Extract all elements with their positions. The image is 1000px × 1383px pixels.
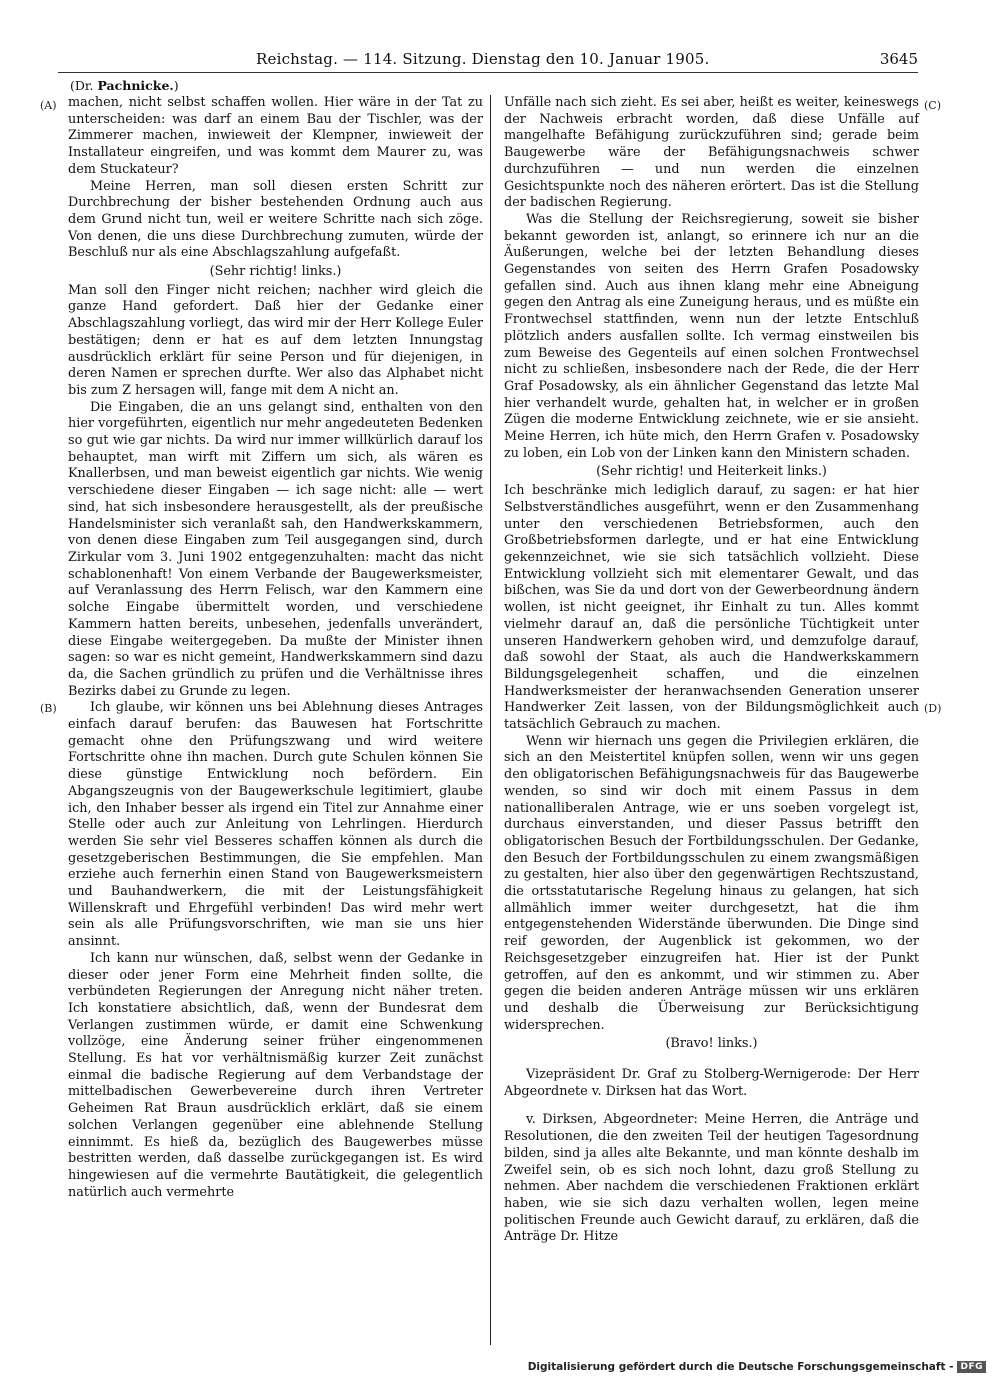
speaker-continuation xyxy=(70,78,179,93)
speaker-name: Pachnicke. xyxy=(97,78,174,93)
footer-text: Digitalisierung gefördert durch die Deutsche Forschungsgemeinschaft - xyxy=(527,1361,954,1373)
margin-mark-a: (A) xyxy=(40,99,57,112)
paragraph: Die Eingaben, die an uns gelangt sind, enthalten von den hier vorgeführten, eigentlich nur mehr angedeuteten Bedenken so gut wie gar nichts. Da wird nur immer willkürlich darauf los behauptet, man wirft mit Ziffern um sich, als wären es Knallerbsen, und man beweist eigentlich gar nichts. Wie wenig verschiedene dieser Eingaben — ich sage nicht: alle — wert sind, hat sich insbesondere herausgestellt, als der preußische Handelsminister sich veranlaßt sah, den Handwerkskammern, von denen diese Eingaben zum Teil ausgegangen sind, durch Zirkular vom 3. Juni 1902 entgegenzuhalten: macht das nicht schablonenhaft! Von einem Verbande der Baugewerksmeister, auf Veranlassung des Herrn Felisch, war den Kammern eine solche Eingabe übermittelt worden, und verschiedene Kammern hatten bereits, unbesehen, jedenfalls unverändert, diese Eingabe weitergegeben. Da mußte der Minister ihnen sagen: so war es nicht gemeint, Handwerkskammern sind dazu da, die Sachen gründlich zu prüfen und die Verhältnisse ihres Bezirks dabei zu Grunde zu legen. xyxy=(68,399,483,699)
interjection: (Bravo! links.) xyxy=(665,1036,758,1052)
dfg-logo: DFG xyxy=(957,1361,986,1373)
paragraph: v. Dirksen, Abgeordneter: Meine Herren, die Anträge und Resolutionen, die den zweiten Teil der heutigen Tagesordnung bilden, sind ja alles alte Bekannte, und man könnte deshalb im Zweifel sein, ob es sich noch lohnt, dazu groß Stellung zu nehmen. Aber nachdem die verschiedenen Fraktionen erklärt haben, wie sie sich dazu verhalten wollen, legen meine politischen Freunde auch Gewicht darauf, zu erklären, daß die Anträge Dr. Hitze xyxy=(504,1112,919,1245)
speaker-suffix: ) xyxy=(173,78,179,93)
margin-mark-d: (D) xyxy=(924,702,942,715)
column-divider xyxy=(490,95,491,1345)
paragraph: Was die Stellung der Reichsregierung, soweit sie bisher bekannt geworden ist, anlangt, so erinnere ich nur an die Äußerungen, welche bei der letzten Behandlung dieses Gegenstandes von seiten des Herrn Grafen Posadowsky gefallen sind. Auch aus ihnen klang mehr eine Abneigung gegen den Antrag als eine Zuneigung heraus, und es müßte ein Frontwechsel stattfinden, wenn nun der letzte Entschluß plötzlich anders ausfallen sollte. Ich vermag einstweilen bis zum Beweise des Gegenteils auf einen solchen Frontwechsel nicht zu schließen, insbesondere nach der Rede, die der Herr Graf Posadowsky, als ein ähnlicher Gegenstand das letzte Mal hier verhandelt wurde, gehalten hat, in welcher er in großen Zügen die moderne Entwicklung zeichnete, wie er sie ansieht. Meine Herren, ich hüte mich, den Herrn Grafen v. Posadowsky zu loben, ein Lob von der Linken kann den Ministern schaden. xyxy=(504,211,919,461)
paragraph-gap xyxy=(504,1055,919,1067)
paragraph-gap xyxy=(504,1100,919,1112)
page-number: 3645 xyxy=(879,50,918,68)
interjection: (Sehr richtig! und Heiterkeit links.) xyxy=(596,464,827,480)
speaker-prefix: (Dr. xyxy=(70,78,94,93)
header-rule xyxy=(58,72,918,73)
running-header xyxy=(58,46,918,72)
right-text-column xyxy=(504,95,919,1246)
paragraph: Wenn wir hiernach uns gegen die Privilegien erklären, die sich an den Meistertitel knüpfen sollen, wenn wir uns gegen den obligatorischen Befähigungsnachweis für das Baugewerbe wenden, so sind wir doch mit einem Passus in dem nationalliberalen Antrage, wie er uns soeben vorgelegt ist, durchaus einverstanden, und dieser Passus betrifft den obligatorischen Besuch der Fortbildungsschulen. Der Gedanke, den Besuch der Fortbildungsschulen zu einem zwangsmäßigen zu gestalten, hier also über den gegenwärtigen Rechtszustand, die ortsstatutarische Regelung hinaus zu gelangen, hat sich allmählich immer weiter durchgesetzt, hat die ihm entgegenstehenden Widerstände überwunden. Die Dinge sind reif geworden, der Augenblick ist gekommen, wo der Reichsgesetzgeber einzugreifen hat. Hier ist der Punkt getroffen, auf den es ankommt, und wir stimmen zu. Aber gegen die beiden anderen Anträge müssen wir uns erklären und deshalb die Überweisung zur Berücksichtigung widersprechen. xyxy=(504,733,919,1033)
interjection: (Sehr richtig! links.) xyxy=(209,264,342,280)
paragraph: Vizepräsident Dr. Graf zu Stolberg-Wernigerode: Der Herr Abgeordnete v. Dirksen hat das Wort. xyxy=(504,1067,919,1099)
paragraph: Ich beschränke mich lediglich darauf, zu sagen: er hat hier Selbstverständliches ausgeführt, wenn er den Zusammenhang unter den verschiedenen Betriebsformen, auch den Großbetriebsformen darlegte, und er hat eine Entwicklung gekennzeichnet, wie sie sich tatsächlich vollzieht. Diese Entwicklung vollzieht sich mit elementarer Gewalt, und das bißchen, was Sie da und dort von der Gewerbeordnung ändern wollen, ist nicht geeignet, ihr Einhalt zu tun. Alles kommt vielmehr darauf an, daß die persönliche Tüchtigkeit unter unseren Handwerkern gehoben wird, und demzufolge darauf, daß sowohl der Staat, als auch die Handwerkskammern Bildungsgelegenheit schaffen, und die einzelnen Handwerksmeister der heranwachsenden Generation unserer Handwerker Zeit lassen, von der Bildungsmöglichkeit auch tatsächlich Gebrauch zu machen. xyxy=(504,483,919,733)
left-text-column xyxy=(68,95,483,1201)
paragraph: Meine Herren, man soll diesen ersten Schritt zur Durchbrechung der bisher bestehenden Ordnung auch aus dem Grund nicht tun, weil er weitere Schritte nach sich zöge. Von denen, die uns diese Durchbrechung zumuten, würde der Beschluß nur als eine Abschlagszahlung aufgefaßt. xyxy=(68,178,483,261)
paragraph: Ich glaube, wir können uns bei Ablehnung dieses Antrages einfach darauf berufen: das Bauwesen hat Fortschritte gemacht ohne den Prüfungszwang und wird weitere Fortschritte ohne ihn machen. Durch gute Schulen können Sie diese günstige Entwicklung noch befördern. Ein Abgangszeugnis von der Baugewerkschule legitimiert, glaube ich, den Inhaber besser als irgend ein Titel zur Annahme einer Stelle oder auch zur Anleitung von Lehrlingen. Hierdurch werden Sie sehr viel Besseres schaffen können als durch die gesetzgeberischen Bestimmungen, die Sie empfehlen. Man erziehe auch fernerhin einen Stand von Baugewerksmeistern und Bauhandwerkern, die mit der Leistungsfähigkeit Willenskraft und Ehrgefühl verbinden! Das wird mehr wert sein als alle Prüfungsvorschriften, wie man sie uns hier ansinnt. xyxy=(68,700,483,950)
paragraph: Ich kann nur wünschen, daß, selbst wenn der Gedanke in dieser oder jener Form eine Mehrheit finden sollte, die verbündeten Regierungen der Anregung nicht näher treten. Ich konstatiere absichtlich, daß, wenn der Bundesrat dem Verlangen zustimmen würde, er damit eine Schwenkung vollzöge, eine Änderung seiner früher eingenommenen Stellung. Es hat vor verhältnismäßig kurzer Zeit zunächst einmal die badische Regierung auf dem Verbandstage der mittelbadischen Gewerbevereine durch ihren Vertreter Geheimen Rat Braun ausdrücklich erklärt, daß sie einem solchen Verlangen gegenüber eine ablehnende Stellung einnimmt. Es hieß da, bezüglich des Baugewerbes müsse bestritten werden, daß dasselbe zurückgegangen ist. Es wird hingewiesen auf die vermehrte Bautätigkeit, die gelegentlich natürlich auch vermehrte xyxy=(68,950,483,1200)
paragraph: machen, nicht selbst schaffen wollen. Hier wäre in der Tat zu unterscheiden: was darf an einem Bau der Tischler, was der Zimmerer machen, inwieweit der Klempner, inwieweit der Installateur eingreifen, und was kommt dem Maurer zu, was dem Stuckateur? xyxy=(68,95,483,177)
running-title: Reichstag. — 114. Sitzung. Dienstag den 10. Januar 1905. xyxy=(256,50,710,68)
margin-mark-b: (B) xyxy=(40,702,57,715)
footer-credit xyxy=(528,1361,986,1373)
paragraph: Man soll den Finger nicht reichen; nachher wird gleich die ganze Hand gefordert. Daß hier der Gedanke einer Abschlagszahlung vorliegt, das wird mir der Herr Kollege Euler bestätigen; denn er hat es auf dem letzten Innungstag ausdrücklich erklärt für seine Person und für diejenigen, in deren Namen er sprechen durfte. Wer also das Alphabet nicht bis zum Z hersagen will, fange mit dem A nicht an. xyxy=(68,282,483,398)
margin-mark-c: (C) xyxy=(924,99,941,112)
paragraph: Unfälle nach sich zieht. Es sei aber, heißt es weiter, keineswegs der Nachweis erbracht worden, daß diese Unfälle auf mangelhafte Befähigung zurückzuführen sind; gerade beim Baugewerbe wäre der Befähigungsnachweis schwer durchzuführen — und nun werden die einzelnen Gesichtspunkte noch des näheren erörtert. Das ist die Stellung der badischen Regierung. xyxy=(504,95,919,211)
